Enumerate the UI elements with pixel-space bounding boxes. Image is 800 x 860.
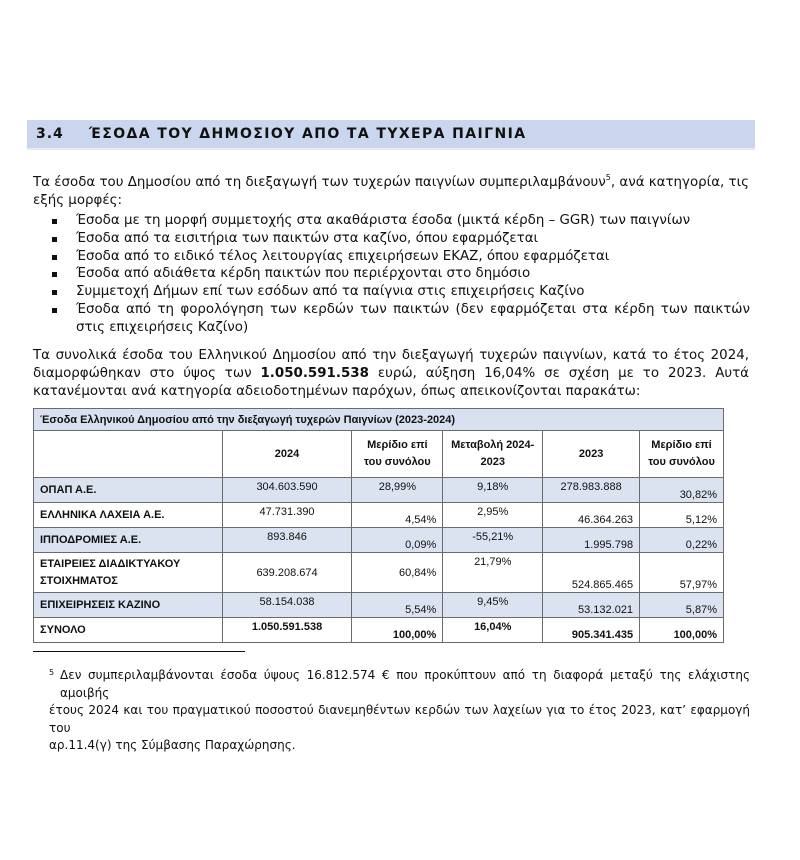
cell-share-2024: 60,84%: [352, 553, 443, 593]
bullet-icon: [52, 290, 57, 295]
cell-share-2024: 5,54%: [352, 593, 443, 618]
cell-share-2023: 57,97%: [640, 553, 724, 593]
footnote: [49, 667, 750, 755]
table-header-row: [34, 431, 724, 478]
bullet-icon: [52, 308, 57, 313]
list-item: [50, 212, 750, 230]
bullet-icon: [52, 237, 57, 242]
footnote-line: αρ.11.4(γ) της Σύμβασης Παραχώρησης.: [49, 738, 296, 752]
section-title: ΈΣΟΔΑ ΤΟΥ ΔΗΜΟΣΙΟΥ ΑΠΟ ΤΑ ΤΥΧΕΡΑ ΠΑΙΓΝΙΑ: [89, 126, 527, 142]
summary-text: Τα συνολικά έσοδα του Ελληνικού Δημοσίου από την διεξαγωγή τυχερών παιγνίων, κατά το έτος 2024, διαμορφώθηκαν στο ύψος των: [33, 348, 749, 381]
revenue-forms-list: [50, 212, 750, 337]
list-item-text: Έσοδα από τη φορολόγηση των κερδών των παικτών (δεν εφαρμόζεται στα κέρδη των παικτών στις επιχειρήσεις Καζίνο): [76, 301, 750, 335]
summary-text-end: ευρώ, αύξηση 16,04% σε σχέση με το 2023. Αυτά κατανέμονται ανά κατηγορία αδειοδοτημένων παρόχων, όπως απεικονίζονται παρακάτω:: [33, 366, 749, 399]
list-item: [50, 248, 750, 266]
row-label: ΕΤΑΙΡΕΙΕΣ ΔΙΑΔΙΚΤΥΑΚΟΥ ΣΤΟΙΧΗΜΑΤΟΣ: [34, 553, 223, 593]
cell-2023: 524.865.465: [543, 553, 640, 593]
cell-2024: 304.603.590: [222, 478, 352, 503]
intro-text: Τα έσοδα του Δημοσίου από τη διεξαγωγή των τυχερών παιγνίων συμπεριλαμβάνουν: [33, 175, 606, 190]
cell-share-2024: 0,09%: [352, 528, 443, 553]
list-item-text: Έσοδα με τη μορφή συμμετοχής στα ακαθάριστα έσοδα (μικτά κέρδη – GGR) των παιγνίων: [76, 213, 691, 228]
table-total-row: [34, 618, 724, 643]
summary-paragraph: [33, 347, 749, 401]
row-label: ΟΠΑΠ Α.Ε.: [34, 478, 223, 503]
list-item-text: Συμμετοχή Δήμων επί των εσόδων από τα παίγνια στις επιχειρήσεις Καζίνο: [76, 284, 585, 300]
intro-text-end: , ανά κατηγορία, τις εξής μορφές:: [33, 175, 749, 208]
cell-2023: 46.364.263: [543, 503, 640, 528]
table-row: [34, 553, 724, 593]
table-caption-row: [34, 409, 724, 431]
list-item: [50, 265, 750, 283]
cell-change: 16,04%: [443, 618, 543, 643]
intro-paragraph: [33, 169, 749, 210]
header-cell: Μερίδιο επί του συνόλου: [352, 431, 443, 478]
header-cell: Μεταβολή 2024-2023: [443, 431, 543, 478]
row-label: ΕΛΛΗΝΙΚΑ ΛΑΧΕΙΑ Α.Ε.: [34, 503, 223, 528]
cell-share-2023: 0,22%: [640, 528, 724, 553]
cell-2024: 58.154.038: [222, 593, 352, 618]
cell-share-2023: 30,82%: [640, 478, 724, 503]
cell-share-2024: 4,54%: [352, 503, 443, 528]
cell-change: 21,79%: [443, 553, 543, 593]
list-item: [50, 230, 750, 248]
header-cell: 2023: [543, 431, 640, 478]
cell-change: -55,21%: [443, 528, 543, 553]
header-cell: 2024: [222, 431, 352, 478]
table-row: [34, 503, 724, 528]
cell-share-2023: 5,12%: [640, 503, 724, 528]
cell-change: 9,45%: [443, 593, 543, 618]
bullet-icon: [52, 255, 57, 260]
cell-2023: 905.341.435: [543, 618, 640, 643]
bullet-icon: [52, 272, 57, 277]
total-amount: 1.050.591.538: [260, 366, 369, 381]
list-item-text: Έσοδα από το ειδικό τέλος λειτουργίας επιχειρήσεων ΕΚΑΖ, όπου εφαρμόζεται: [76, 248, 610, 264]
footnote-number: 5: [49, 668, 55, 677]
list-item-text: Έσοδα από τα εισιτήρια των παικτών στα καζίνο, όπου εφαρμόζεται: [76, 230, 539, 246]
footnote-line: Δεν συμπεριλαμβάνονται έσοδα ύψους 16.812.574 € που προκύπτουν από τη διαφορά μεταξύ της ελάχιστης αμοιβής: [60, 668, 750, 700]
row-label: ΙΠΠΟΔΡΟΜΙΕΣ Α.Ε.: [34, 528, 223, 553]
cell-2023: 1.995.798: [543, 528, 640, 553]
list-item-text: Έσοδα από αδιάθετα κέρδη παικτών που περιέρχονται στο δημόσιο: [76, 266, 531, 282]
cell-2023: 278.983.888: [543, 478, 640, 503]
cell-share-2024: 100,00%: [352, 618, 443, 643]
cell-share-2024: 28,99%: [352, 478, 443, 503]
cell-2023: 53.132.021: [543, 593, 640, 618]
table-row: [34, 478, 724, 503]
table-caption: Έσοδα Ελληνικού Δημοσίου από την διεξαγωγή τυχερών Παιγνίων (2023-2024): [34, 409, 724, 431]
table-row: [34, 528, 724, 553]
revenue-table: [33, 408, 724, 643]
list-item: [50, 283, 750, 301]
footnote-ref[interactable]: 5: [605, 173, 611, 182]
cell-change: 9,18%: [443, 478, 543, 503]
row-label: ΣΥΝΟΛΟ: [34, 618, 223, 643]
cell-share-2023: 5,87%: [640, 593, 724, 618]
cell-2024: 1.050.591.538: [222, 618, 352, 643]
cell-2024: 639.208.674: [222, 553, 352, 593]
row-label: ΕΠΙΧΕΙΡΗΣΕΙΣ ΚΑΖΙΝΟ: [34, 593, 223, 618]
list-item: [50, 301, 750, 337]
header-cell: [34, 431, 223, 478]
table-row: [34, 593, 724, 618]
footnote-line: έτους 2024 και του πραγματικού ποσοστού διανεμηθέντων κερδών των λαχείων για το έτος 2023, κατ’ εφαρμογή του: [49, 703, 750, 735]
cell-2024: 893.846: [222, 528, 352, 553]
cell-change: 2,95%: [443, 503, 543, 528]
cell-share-2023: 100,00%: [640, 618, 724, 643]
footnote-separator: [33, 651, 245, 652]
section-number: 3.4: [36, 126, 64, 142]
header-cell: Μερίδιο επί του συνόλου: [640, 431, 724, 478]
cell-2024: 47.731.390: [222, 503, 352, 528]
section-heading: [27, 120, 755, 150]
bullet-icon: [52, 219, 57, 224]
